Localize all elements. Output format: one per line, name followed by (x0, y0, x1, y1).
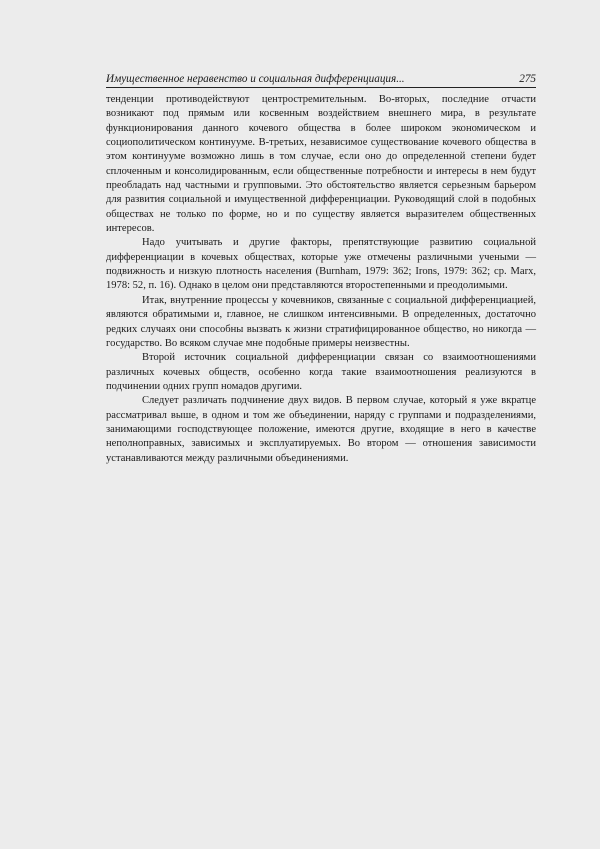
running-header (106, 71, 536, 88)
paragraph-5: Следует различать подчинение двух видов. В первом случае, который я уже вкратце рассматривал выше, в одном и том же объединении, наряду с группами и подразделениями, занимающими господствующее положение, имеются другие, входящие в него в качестве неполноправных, зависимых и эксплуатируемых. Во втором — отношения зависимости устанавливаются между различными объединениями. (106, 395, 536, 464)
paragraph-1: тенденции противодействуют центростремительным. Во-вторых, последние отчасти возникают под прямым или косвенным воздействием внешнего мира, в результате функционирования данного кочевого общества в более широком экономическом и социополитическом континууме. В-третьих, независимое существование кочевого общества в этом континууме возможно лишь в том случае, если оно до определенной степени будет сплоченным и консолидированным, если общественные потребности и интересы в нем будут преобладать над частными и групповыми. Это обстоятельство является серьезным барьером для развития социальной и имущественной дифференциации. Руководящий слой в подобных обществах не только по форме, но и по существу является выразителем общественных интересов. (106, 94, 536, 235)
body-text (106, 93, 536, 466)
paragraph-4: Второй источник социальной дифференциации связан со взаимоотношениями различных кочевых обществ, особенно когда такие взаимоотношения реализуются в подчинении одних групп номадов другими. (106, 352, 536, 392)
paragraph-2: Надо учитывать и другие факторы, препятствующие развитию социальной дифференциации в кочевых обществах, которые уже отмечены различными учеными — подвижность и низкую плотность населения (Burnham, 1979: 362; Irons, 1979: 362; ср. Marx, 1978: 52, п. 16). Однако в целом они представляются второстепенными и преодолимыми. (106, 237, 536, 292)
page-number: 275 (519, 73, 536, 85)
paragraph-3: Итак, внутренние процессы у кочевников, связанные с социальной дифференциацией, являются обратимыми и, главное, не слишком интенсивными. В определенных, достаточно редких случаях они способны вызвать к жизни стратифицированное общество, но никогда — государство. Во всяком случае мне подобные примеры неизвестны. (106, 294, 536, 349)
running-title: Имущественное неравенство и социальная дифференциация... (106, 73, 405, 85)
